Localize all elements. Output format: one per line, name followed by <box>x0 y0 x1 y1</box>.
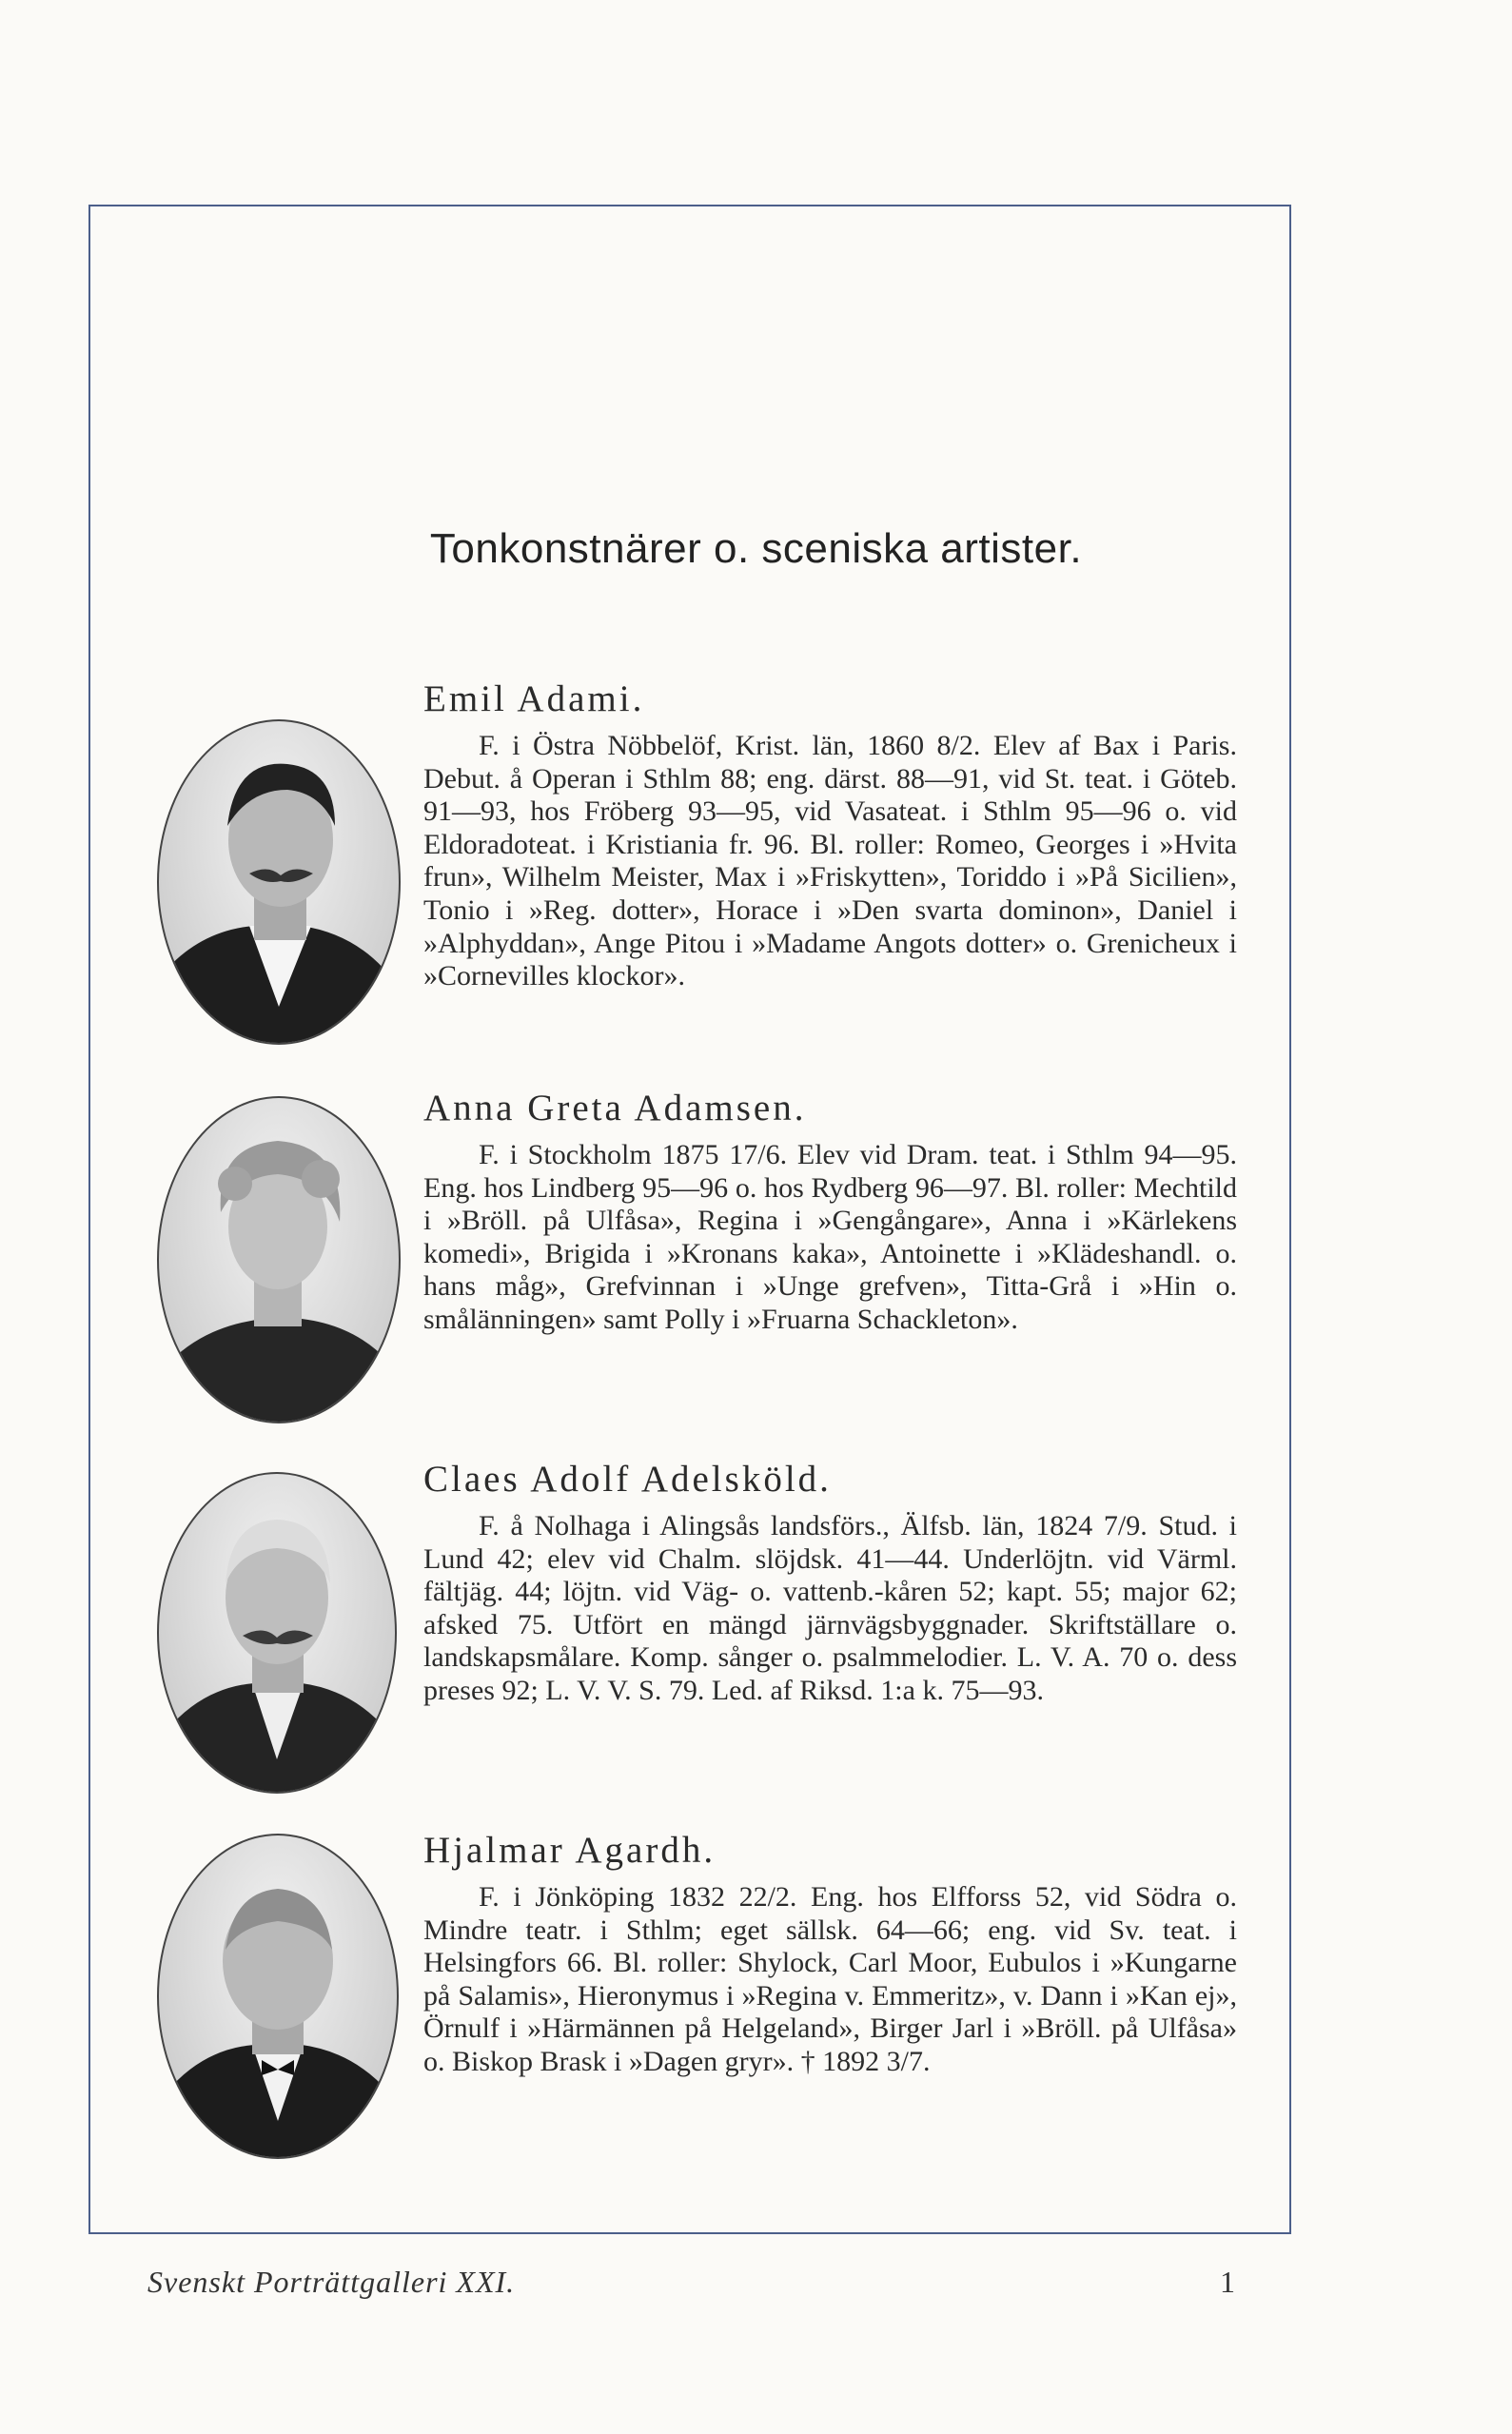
portrait-emil-adami-image <box>159 721 399 1043</box>
entry-emil-adami <box>423 677 1237 993</box>
entry-name: Hjalmar Agardh. <box>423 1830 717 1871</box>
footer-publication-title: Svenskt Porträttgalleri XXI. <box>147 2265 516 2299</box>
portrait-hjalmar-agardh <box>157 1834 399 2159</box>
entry-anna-greta-adamsen <box>423 1087 1237 1337</box>
portrait-hjalmar-agardh-image <box>159 1835 397 2157</box>
portrait-emil-adami <box>157 719 401 1045</box>
footer-page-number: 1 <box>1220 2265 1235 2299</box>
page-heading: Tonkonstnärer o. sceniska artister. <box>429 525 1083 572</box>
entry-name: Anna Greta Adamsen. <box>423 1088 807 1129</box>
entry-claes-adolf-adelskold <box>423 1458 1237 1708</box>
portrait-anna-greta-adamsen-image <box>159 1098 399 1422</box>
entry-name: Emil Adami. <box>423 678 645 719</box>
entry-name: Claes Adolf Adelsköld. <box>423 1459 832 1500</box>
entry-hjalmar-agardh <box>423 1829 1237 2079</box>
entry-text: F. i Östra Nöbbelöf, Krist. län, 1860 8/2. Elev af Bax i Paris. Debut. å Operan i Sthlm 88; eng. därst. 88—91, vid St. teat. i Göteb. 91—93, hos Fröberg 93—95, vid Vasateat. i Sthlm 95—96 o. vid Eldoradoteat. i Kristiania fr. 96. Bl. roller: Romeo, Georges i »Hvita frun», Wilhelm Meister, Max i »Friskytten», Toriddo i »På Sicilien», Tonio i »Reg. dotter», Horace i »Den svarta dominon», Daniel i »Alphyddan», Ange Pitou i »Madame Angots dotter» o. Grenicheux i »Cornevilles klockor». <box>423 730 1237 992</box>
portrait-claes-adolf-adelskold <box>157 1472 397 1794</box>
entry-text: F. i Stockholm 1875 17/6. Elev vid Dram. teat. i Sthlm 94—95. Eng. hos Lindberg 95—96 o. hos Rydberg 96—97. Bl. roller: Mechtild i »Bröll. på Ulfåsa», Regina i »Gengångare», Anna i »Kärlekens komedi», Brigida i »Kronans kaka», Antoinette i »Klädeshandl. o. hans måg», Grefvinnan i »Unge grefven», Titta-Grå i »Hin o. smålänningen» samt Polly i »Fruarna Schackleton». <box>423 1139 1237 1335</box>
entry-text: F. å Nolhaga i Alingsås landsförs., Älfsb. län, 1824 7/9. Stud. i Lund 42; elev vid Chalm. slöjdsk. 41—44. Underlöjtn. vid Värml. fältjäg. 44; löjtn. vid Väg- o. vattenb.-kåren 52; kapt. 55; major 62; afsked 75. Utfört en mängd järnvägsbyggnader. Skriftställare o. landskapsmålare. Komp. sånger o. psalmmelodier. L. V. A. 70 o. dess preses 92; L. V. V. S. 79. Led. af Riksd. 1:a k. 75—93. <box>423 1510 1237 1706</box>
entry-text: F. i Jönköping 1832 22/2. Eng. hos Elfforss 52, vid Södra o. Mindre teatr. i Sthlm; eget sällsk. 64—66; eng. vid Sv. teat. i Helsingfors 66. Bl. roller: Shylock, Carl Moor, Eubulos i »Kungarne på Salamis», Hieronymus i »Regina v. Emmeritz», v. Dann i »Kan ej», Örnulf i »Härmännen på Helgeland», Birger Jarl i »Bröll. på Ulfåsa» o. Biskop Brask i »Dagen gryr». † 1892 3/7. <box>423 1881 1237 2077</box>
portrait-claes-adolf-adelskold-image <box>159 1474 395 1792</box>
portrait-anna-greta-adamsen <box>157 1096 401 1423</box>
